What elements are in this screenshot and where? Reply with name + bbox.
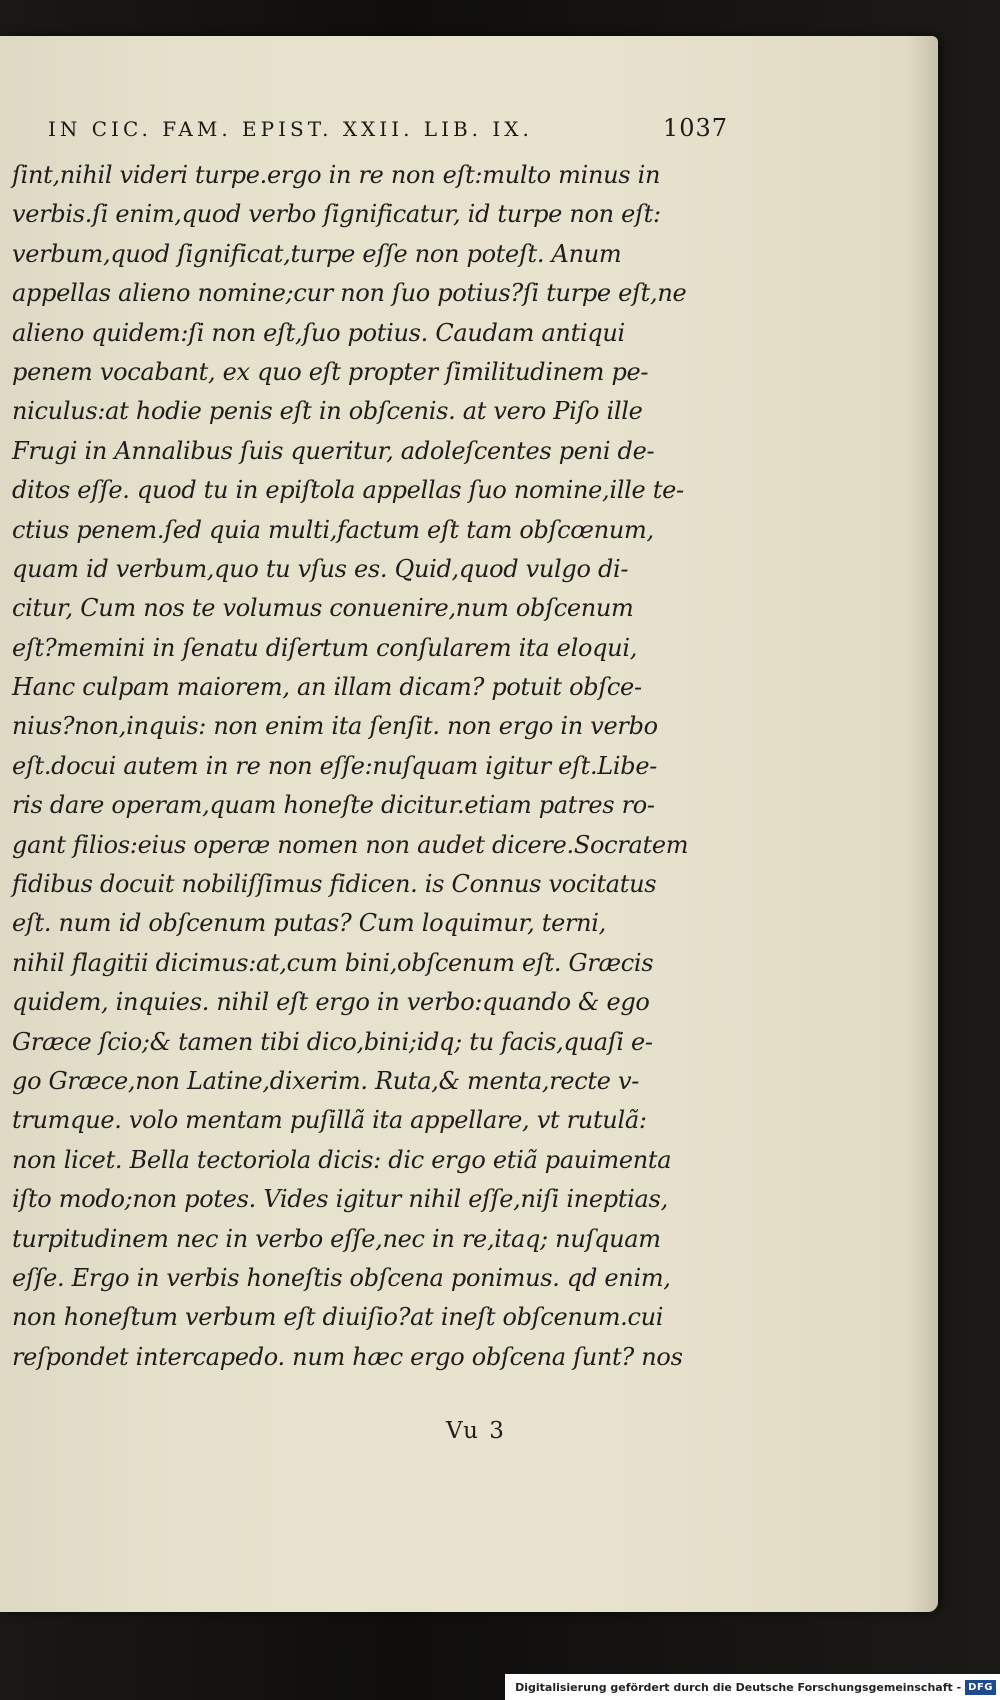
- text-line: niculus:at hodie penis eſt in obſcenis. at vero Piſo ille: [12, 397, 643, 426]
- text-line: gant filios:eius operæ nomen non audet dicere.Socratem: [12, 830, 689, 859]
- text-line: alieno quidem:ſi non eſt,ſuo potius. Caudam antiqui: [12, 318, 625, 347]
- text-line: eſſe. Ergo in verbis honeſtis obſcena ponimus. qd enim,: [12, 1263, 671, 1292]
- text-line: verbum,quod ſignificat,turpe eſſe non poteſt. Anum: [12, 239, 622, 268]
- text-line: quam id verbum,quo tu vſus es. Quid,quod vulgo di-: [12, 554, 629, 583]
- text-line: appellas alieno nomine;cur non ſuo potius?ſi turpe eſt,ne: [12, 279, 687, 308]
- text-line: ris dare operam,quam honeſte dicitur.etiam patres ro-: [12, 791, 655, 820]
- text-line: citur, Cum nos te volumus conuenire,num obſcenum: [12, 594, 634, 623]
- text-line: eſt.docui autem in re non eſſe:nuſquam igitur eſt.Libe-: [12, 751, 658, 780]
- text-line: Frugi in Annalibus ſuis queritur, adoleſcentes peni de-: [12, 436, 655, 465]
- text-line: trumque. volo mentam puſillã ita appellare, vt rutulã:: [12, 1106, 647, 1135]
- text-line: nihil flagitii dicimus:at,cum bini,obſcenum eſt. Græcis: [12, 948, 654, 977]
- text-line: turpitudinem nec in verbo eſſe,nec in re,itaq; nuſquam: [12, 1224, 661, 1253]
- running-head: [48, 114, 728, 154]
- text-line: quidem, inquies. nihil eſt ergo in verbo:quando & ego: [12, 988, 650, 1017]
- text-line: nius?non,inquis: non enim ita ſenſit. non ergo in verbo: [12, 712, 658, 741]
- text-line: fidibus docuit nobiliſſimus fidicen. is Connus vocitatus: [12, 870, 657, 899]
- funding-notice-text: Digitalisierung gefördert durch die Deutsche Forschungsgemeinschaft -: [515, 1680, 962, 1694]
- text-line: eſt?memini in ſenatu diſertum conſularem ita eloqui,: [12, 633, 638, 662]
- book-page: [0, 36, 938, 1612]
- page-number: 1037: [662, 114, 728, 142]
- text-line: reſpondet intercapedo. num hæc ergo obſcena ſunt? nos: [12, 1342, 683, 1371]
- signature-mark: Vu 3: [446, 1418, 506, 1444]
- text-line: ditos eſſe. quod tu in epiſtola appellas ſuo nomine,ille te-: [12, 476, 684, 505]
- text-line: non licet. Bella tectoriola dicis: dic ergo etiã pauimenta: [12, 1145, 672, 1174]
- text-line: ſint,nihil videri turpe.ergo in re non eſt:multo minus in: [12, 161, 661, 189]
- text-line: go Græce,non Latine,dixerim. Ruta,& menta,recte v-: [12, 1066, 640, 1095]
- text-body: [12, 156, 732, 1377]
- text-line: penem vocabant, ex quo eſt propter ſimilitudinem pe-: [12, 357, 649, 386]
- text-line: ctius penem.ſed quia multi,factum eſt tam obſcœnum,: [12, 515, 654, 544]
- text-line: Græce ſcio;& tamen tibi dico,bini;idq; tu facis,quaſi e-: [12, 1027, 653, 1056]
- text-line: verbis.ſi enim,quod verbo ſignificatur, id turpe non eſt:: [12, 200, 661, 229]
- funding-notice: [505, 1674, 1000, 1700]
- text-line: Hanc culpam maiorem, an illam dicam? potuit obſce-: [12, 673, 642, 702]
- dfg-logo: DFG: [965, 1680, 996, 1695]
- running-head-title: IN CIC. FAM. EPIST. XXII. LIB. IX.: [48, 117, 533, 141]
- text-line: non honeſtum verbum eſt diuiſio?at ineſt obſcenum.cui: [12, 1303, 664, 1332]
- text-line: eſt. num id obſcenum putas? Cum loquimur, terni,: [12, 909, 607, 938]
- text-line: iſto modo;non potes. Vides igitur nihil eſſe,niſi ineptias,: [12, 1185, 668, 1214]
